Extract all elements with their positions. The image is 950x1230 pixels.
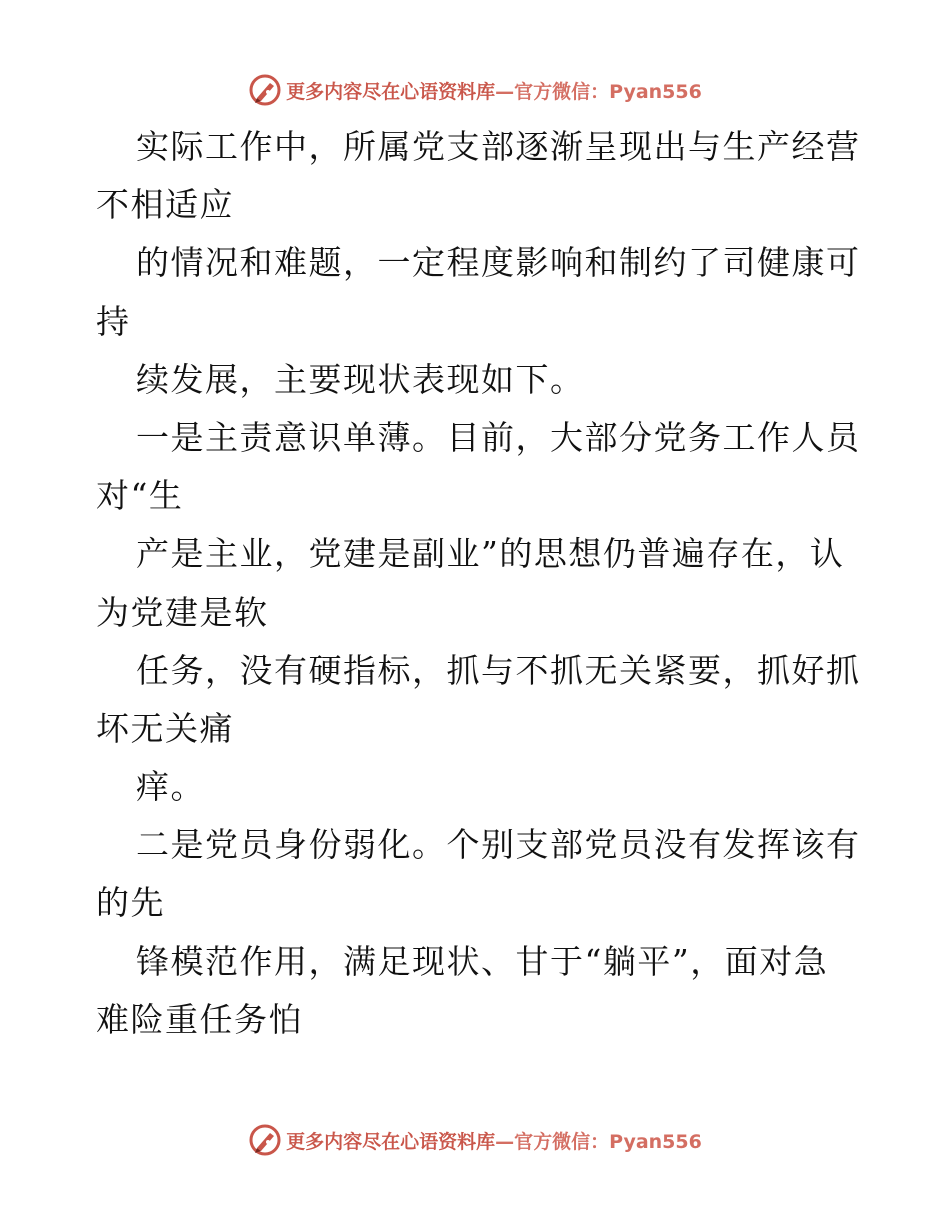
paragraph-line: 持 (96, 301, 131, 341)
paragraph-line: 痒。 (136, 767, 205, 807)
banner-contact: —官方微信：Pyan556 (495, 1130, 702, 1153)
paragraph-line: 锋模范作用，满足现状、甘于“躺平”，面对急 (136, 941, 829, 981)
paragraph-line: 续发展，主要现状表现如下。 (136, 359, 585, 399)
paragraph-line: 难险重任务怕 (96, 999, 303, 1039)
paragraph-line: 的情况和难题，一定程度影响和制约了司健康可 (136, 243, 861, 283)
paragraph-line: 对“生 (96, 476, 184, 516)
paragraph-line: 二是党员身份弱化。个别支部党员没有发挥该有 (136, 825, 861, 865)
banner-site-name: 更多内容尽在心语资料库 (286, 80, 496, 103)
banner-contact: —官方微信：Pyan556 (495, 80, 702, 103)
paragraph-line: 为党建是软 (96, 592, 269, 632)
footer-watermark-banner (0, 1120, 950, 1160)
paragraph-line: 坏无关痛 (96, 708, 234, 748)
paragraph-line: 的先 (96, 883, 165, 923)
paragraph-line: 产是主业，党建是副业”的思想仍普遍存在，认 (136, 534, 845, 574)
paragraph-line: 不相适应 (96, 185, 234, 225)
banner-text (286, 77, 702, 104)
paragraph-line: 一是主责意识单薄。目前，大部分党务工作人员 (136, 417, 861, 457)
paragraph-line: 任务，没有硬指标，抓与不抓无关紧要，抓好抓 (136, 650, 861, 690)
pen-logo-icon (248, 1123, 282, 1157)
header-watermark-banner (0, 70, 950, 110)
banner-text (286, 1127, 702, 1154)
paragraph-line: 实际工作中，所属党支部逐渐呈现出与生产经营 (136, 127, 861, 166)
pen-logo-icon (248, 73, 282, 107)
document-body (96, 118, 866, 1049)
banner-site-name: 更多内容尽在心语资料库 (286, 1130, 496, 1153)
